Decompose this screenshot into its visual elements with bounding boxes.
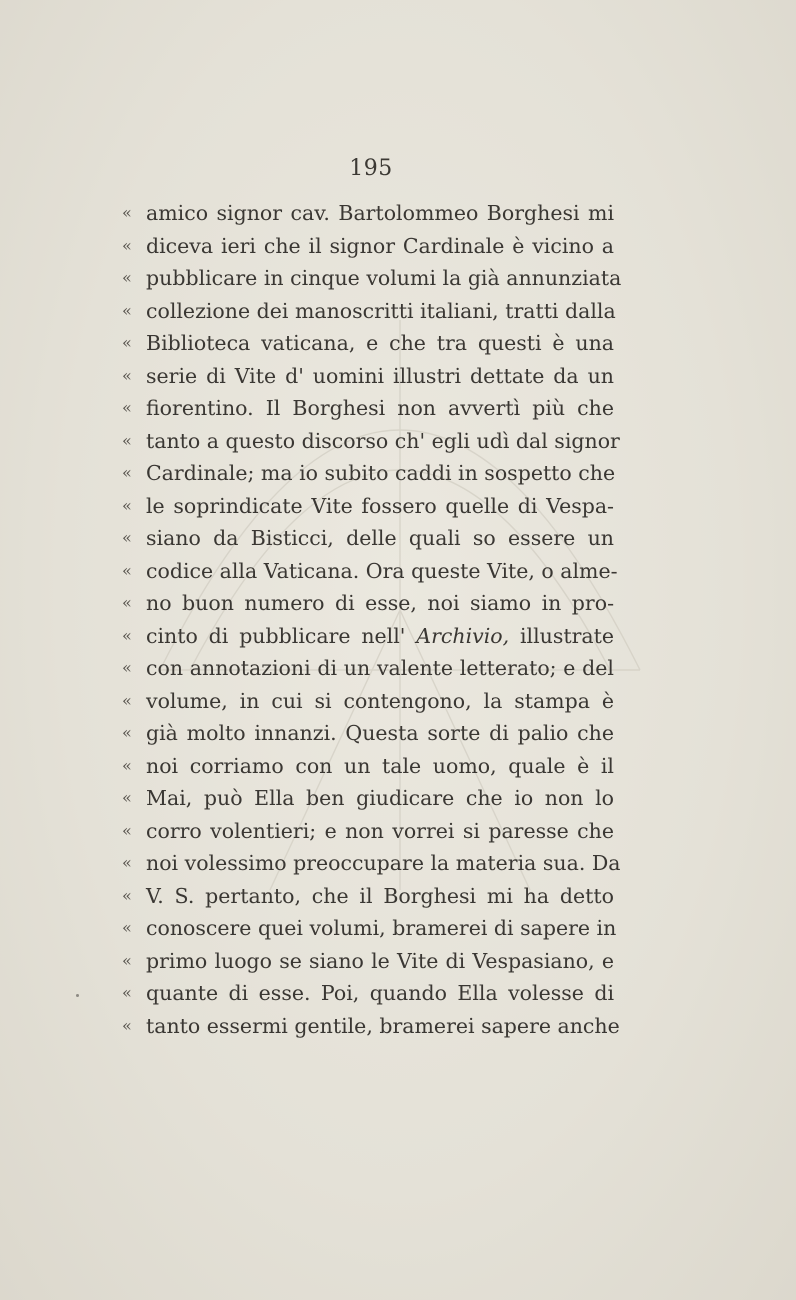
- quote-marker: «: [122, 593, 132, 612]
- quote-marker: «: [122, 820, 132, 840]
- quote-marker: «: [122, 625, 132, 645]
- line-text: Biblioteca vaticana, e che tra questi è una: [146, 331, 614, 355]
- line-text: già molto innanzi. Questa sorte di palio che: [146, 721, 614, 745]
- quote-marker: «: [122, 398, 132, 417]
- quote-marker: «: [122, 528, 132, 547]
- quote-marker: «: [122, 983, 132, 1002]
- paper-speck: [76, 994, 79, 997]
- text-line: [122, 880, 614, 913]
- text-line: [122, 295, 614, 328]
- text-line: [122, 197, 614, 230]
- quote-marker: «: [122, 235, 132, 255]
- line-text: collezione dei manoscritti italiani, tratti dalla: [146, 298, 616, 323]
- line-text: tanto essermi gentile, bramerei sapere anche: [146, 1013, 620, 1038]
- text-line: [122, 522, 614, 555]
- page-number: 195: [349, 156, 393, 181]
- text-line: [122, 945, 614, 978]
- line-text: [146, 620, 614, 653]
- text-line: [122, 717, 614, 750]
- text-line: [122, 685, 614, 718]
- line-text: volume, in cui si contengono, la stampa è: [146, 688, 614, 713]
- text-line: [122, 847, 621, 880]
- line-text: pubblicare in cinque volumi la già annunziata: [146, 266, 622, 290]
- text-line: [122, 620, 614, 653]
- text-line: [122, 555, 618, 588]
- line-text: noi volessimo preoccupare la materia sua. Da: [146, 851, 621, 875]
- quote-marker: «: [122, 918, 132, 937]
- text-line: [122, 490, 614, 523]
- quote-marker: «: [122, 495, 132, 515]
- quote-marker: «: [122, 560, 132, 580]
- line-text: quante di esse. Poi, quando Ella volesse di: [146, 981, 614, 1005]
- line-text: diceva ieri che il signor Cardinale è vicino a: [146, 233, 614, 258]
- line-text: corro volentieri; e non vorrei si paresse che: [146, 818, 614, 843]
- quote-marker: «: [122, 463, 132, 482]
- line-text: no buon numero di esse, noi siamo in pro-: [146, 591, 614, 615]
- quote-marker: «: [122, 430, 132, 450]
- line-text: tanto a questo discorso ch' egli udì dal signor: [146, 428, 620, 453]
- line-text: serie di Vite d' uomini illustri dettate da un: [146, 363, 614, 388]
- text-line: [122, 457, 614, 490]
- text-line: [122, 652, 614, 685]
- quote-marker: «: [122, 788, 132, 807]
- body-text: [122, 197, 622, 1042]
- quote-marker: «: [122, 268, 132, 287]
- line-text: conoscere quei volumi, bramerei di sapere in: [146, 916, 617, 940]
- quote-marker: «: [122, 203, 132, 222]
- text-line: [122, 262, 622, 295]
- line-text: V. S. pertanto, che il Borghesi mi ha detto: [146, 883, 614, 908]
- text-line: [122, 327, 614, 360]
- text-line: [122, 912, 617, 945]
- text-line: [122, 587, 614, 620]
- text-line: [122, 1010, 620, 1043]
- line-text: codice alla Vaticana. Ora queste Vite, o alme-: [146, 558, 618, 583]
- line-text: con annotazioni di un valente letterato; e del: [146, 656, 614, 680]
- line-text: fiorentino. Il Borghesi non avvertì più che: [146, 396, 614, 420]
- line-text-segment: illustrate: [509, 623, 614, 648]
- quote-marker: «: [122, 723, 132, 742]
- quote-marker: «: [122, 690, 132, 710]
- quote-marker: «: [122, 1015, 132, 1035]
- text-line: [122, 230, 614, 263]
- line-text: Cardinale; ma io subito caddi in sospetto che: [146, 461, 616, 485]
- text-line: [122, 815, 614, 848]
- line-text: amico signor cav. Bartolommeo Borghesi mi: [146, 201, 614, 225]
- line-text: noi corriamo con un tale uomo, quale è il: [146, 753, 614, 778]
- line-text: Mai, può Ella ben giudicare che io non lo: [146, 786, 614, 810]
- line-text: primo luogo se siano le Vite di Vespasiano, e: [146, 948, 614, 973]
- text-line: [122, 782, 614, 815]
- quote-marker: «: [122, 365, 132, 385]
- text-line: [122, 977, 614, 1010]
- quote-marker: «: [122, 885, 132, 905]
- quote-marker: «: [122, 853, 132, 872]
- quote-marker: «: [122, 300, 132, 320]
- line-text: le soprindicate Vite fossero quelle di Vespa-: [146, 493, 614, 518]
- line-text: siano da Bisticci, delle quali so essere un: [146, 526, 614, 550]
- text-line: [122, 425, 620, 458]
- text-line: [122, 392, 614, 425]
- quote-marker: «: [122, 950, 132, 970]
- italic-title: Archivio,: [416, 623, 510, 648]
- line-text-segment: cinto di pubblicare nell': [146, 623, 417, 648]
- text-line: [122, 750, 614, 783]
- quote-marker: «: [122, 755, 132, 775]
- quote-marker: «: [122, 333, 132, 352]
- quote-marker: «: [122, 658, 132, 677]
- text-line: [122, 360, 614, 393]
